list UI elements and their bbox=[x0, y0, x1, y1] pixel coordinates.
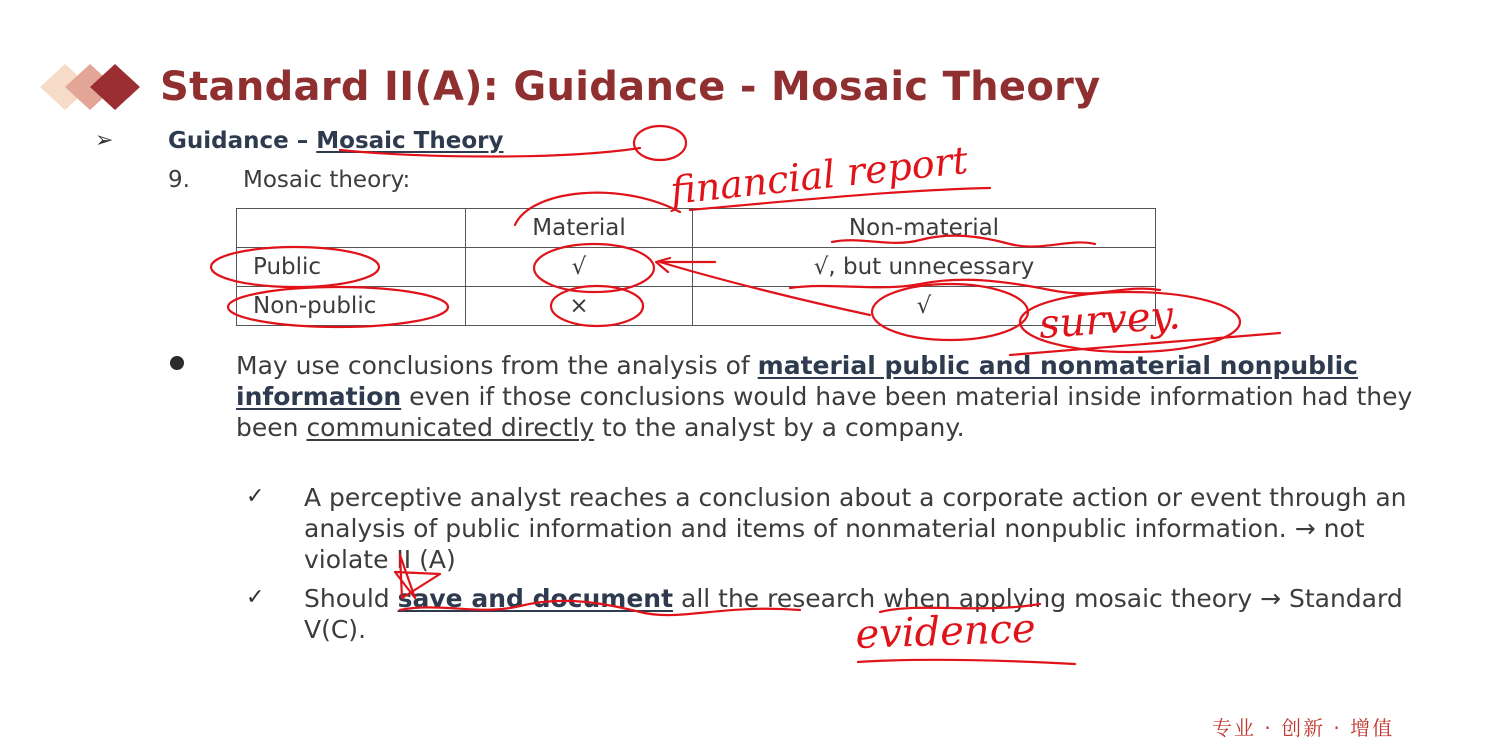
table-header-cell: Material bbox=[466, 209, 693, 248]
bullet-text-part: May use conclusions from the analysis of bbox=[236, 351, 758, 380]
table-cell: × bbox=[466, 287, 693, 326]
main-bullet-text bbox=[236, 350, 1416, 443]
table-row bbox=[237, 248, 1156, 287]
guidance-heading bbox=[168, 128, 503, 154]
guidance-topic: Mosaic Theory bbox=[316, 128, 504, 154]
title-diamond-icon bbox=[38, 60, 148, 115]
guidance-prefix: Guidance – bbox=[168, 128, 317, 154]
bullet-dot-icon bbox=[170, 356, 184, 370]
table-header-row bbox=[237, 209, 1156, 248]
bullet-text-part: to the analyst by a company. bbox=[594, 413, 965, 442]
ink-financial-underline bbox=[690, 188, 990, 210]
item-text: Mosaic theory: bbox=[243, 167, 411, 193]
footer-slogan: 专业 · 创新 · 增值 bbox=[1212, 716, 1395, 740]
bullet-text-part: even if those conclusions would have been material inside information had they been bbox=[236, 382, 1413, 442]
sub-item-emphasis: save and document bbox=[397, 584, 674, 613]
arrow-bullet-icon: ➢ bbox=[95, 128, 114, 153]
check-icon: ✓ bbox=[246, 484, 265, 509]
ink-note-survey: survey. bbox=[1037, 292, 1183, 348]
table-cell: √, but unnecessary bbox=[693, 248, 1156, 287]
sub-item-text-part: all the research when applying mosaic theory → Standard V(C). bbox=[304, 584, 1403, 644]
sub-item-perceptive-analyst: A perceptive analyst reaches a conclusion about a corporate action or event through an analysis of public information and items of nonmaterial nonpublic information. → not violate II (A) bbox=[304, 483, 1407, 574]
sub-item-text-part: Should bbox=[304, 584, 398, 613]
ink-note-evidence: evidence bbox=[854, 605, 1037, 658]
ink-circle-guidance bbox=[634, 126, 686, 160]
bullet-emphasis: material public and nonmaterial nonpublic information bbox=[236, 351, 1358, 411]
mosaic-theory-table bbox=[236, 208, 1156, 326]
table-cell: √ bbox=[693, 287, 1156, 326]
table-header-cell bbox=[237, 209, 466, 248]
check-icon: ✓ bbox=[246, 585, 265, 610]
slide-title: Standard II(A): Guidance - Mosaic Theory bbox=[160, 64, 1101, 110]
ink-evidence-underline bbox=[858, 660, 1075, 664]
bullet-underline: communicated directly bbox=[306, 413, 595, 442]
ink-note-financial-report: financial report bbox=[668, 137, 970, 213]
table-cell: Public bbox=[237, 248, 466, 287]
table-row bbox=[237, 287, 1156, 326]
table-cell: Non-public bbox=[237, 287, 466, 326]
table-header-cell: Non-material bbox=[693, 209, 1156, 248]
table-cell: √ bbox=[466, 248, 693, 287]
sub-item-save-document bbox=[304, 583, 1424, 645]
item-number: 9. bbox=[168, 167, 190, 193]
